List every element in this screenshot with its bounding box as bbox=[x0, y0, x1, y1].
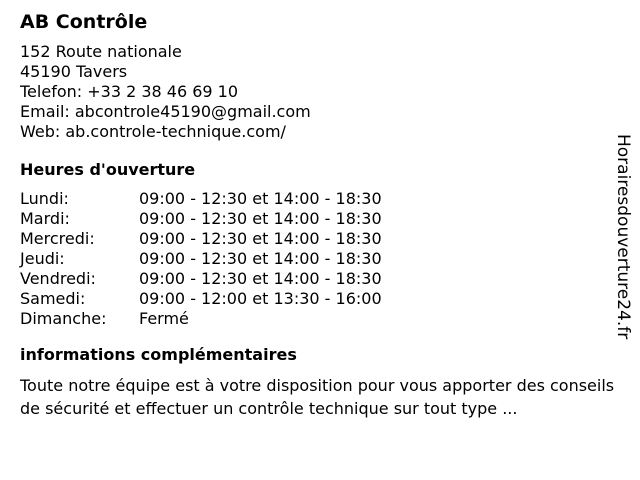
hours-row-thursday bbox=[20, 249, 610, 269]
day-label: Jeudi: bbox=[20, 249, 65, 268]
hours-row-wednesday bbox=[20, 229, 610, 249]
time-range: 09:00 - 12:00 et 13:30 - 16:00 bbox=[139, 289, 382, 308]
time-range: 09:00 - 12:30 et 14:00 - 18:30 bbox=[139, 189, 382, 208]
business-name: AB Contrôle bbox=[20, 11, 148, 33]
hours-row-tuesday bbox=[20, 209, 610, 229]
hours-heading: Heures d'ouverture bbox=[20, 160, 196, 179]
business-card bbox=[20, 8, 615, 420]
time-range: Fermé bbox=[139, 309, 189, 328]
day-label: Mardi: bbox=[20, 209, 70, 228]
hours-row-saturday bbox=[20, 289, 610, 309]
day-label: Lundi: bbox=[20, 189, 69, 208]
hours-table bbox=[20, 189, 610, 329]
time-range: 09:00 - 12:30 et 14:00 - 18:30 bbox=[139, 269, 382, 288]
hours-row-monday bbox=[20, 189, 610, 209]
website-address: Web: ab.controle-technique.com/ bbox=[20, 122, 286, 141]
info-heading: informations complémentaires bbox=[20, 345, 297, 364]
time-range: 09:00 - 12:30 et 14:00 - 18:30 bbox=[139, 209, 382, 228]
email-address: Email: abcontrole45190@gmail.com bbox=[20, 102, 311, 121]
contact-block bbox=[20, 42, 610, 142]
day-label: Samedi: bbox=[20, 289, 86, 308]
phone-number: Telefon: +33 2 38 46 69 10 bbox=[20, 82, 239, 101]
day-label: Dimanche: bbox=[20, 309, 107, 328]
address-line-2: 45190 Tavers bbox=[20, 62, 128, 81]
day-label: Mercredi: bbox=[20, 229, 95, 248]
time-range: 09:00 - 12:30 et 14:00 - 18:30 bbox=[139, 249, 382, 268]
hours-row-friday bbox=[20, 269, 610, 289]
hours-row-sunday bbox=[20, 309, 610, 329]
time-range: 09:00 - 12:30 et 14:00 - 18:30 bbox=[139, 229, 382, 248]
address-line-1: 152 Route nationale bbox=[20, 42, 182, 61]
day-label: Vendredi: bbox=[20, 269, 96, 288]
site-watermark: Horairesdouverture24.fr bbox=[613, 134, 633, 340]
info-description: Toute notre équipe est à votre disposition pour vous apporter des conseils de sécurité et effectuer un contrôle technique sur tout type ... bbox=[20, 376, 615, 418]
